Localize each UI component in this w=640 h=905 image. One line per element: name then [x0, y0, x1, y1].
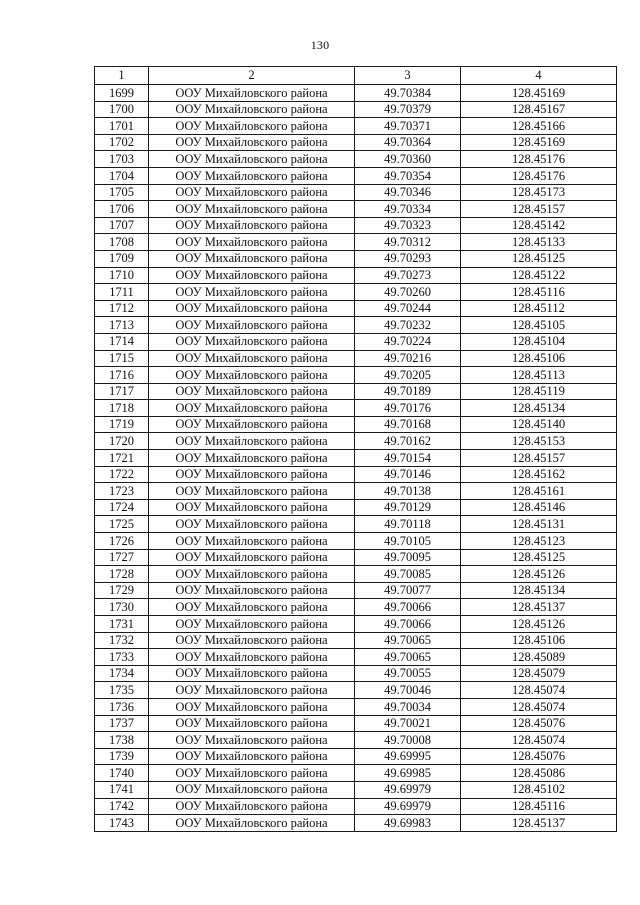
cell-number: 1711 — [95, 284, 149, 301]
table-header — [95, 67, 617, 85]
cell-longitude: 128.45169 — [461, 134, 617, 151]
cell-latitude: 49.70364 — [355, 134, 461, 151]
cell-longitude: 128.45157 — [461, 450, 617, 467]
cell-name: ООУ Михайловского района — [149, 367, 355, 384]
table-row — [95, 433, 617, 450]
cell-name: ООУ Михайловского района — [149, 400, 355, 417]
table-row — [95, 549, 617, 566]
cell-name: ООУ Михайловского района — [149, 284, 355, 301]
table-row — [95, 350, 617, 367]
cell-number: 1743 — [95, 815, 149, 832]
cell-number: 1708 — [95, 234, 149, 251]
cell-name: ООУ Михайловского района — [149, 566, 355, 583]
cell-name: ООУ Михайловского района — [149, 234, 355, 251]
cell-name: ООУ Михайловского района — [149, 632, 355, 649]
cell-longitude: 128.45146 — [461, 499, 617, 516]
table-row — [95, 234, 617, 251]
cell-number: 1740 — [95, 765, 149, 782]
cell-longitude: 128.45176 — [461, 167, 617, 184]
cell-number: 1713 — [95, 317, 149, 334]
cell-longitude: 128.45137 — [461, 599, 617, 616]
cell-name: ООУ Михайловского района — [149, 483, 355, 500]
table-row — [95, 765, 617, 782]
cell-number: 1723 — [95, 483, 149, 500]
cell-number: 1716 — [95, 367, 149, 384]
cell-name: ООУ Михайловского района — [149, 798, 355, 815]
cell-latitude: 49.70323 — [355, 217, 461, 234]
cell-number: 1715 — [95, 350, 149, 367]
cell-name: ООУ Михайловского района — [149, 317, 355, 334]
cell-number: 1729 — [95, 582, 149, 599]
cell-latitude: 49.70384 — [355, 85, 461, 102]
cell-number: 1714 — [95, 333, 149, 350]
table-body — [95, 85, 617, 832]
cell-number: 1722 — [95, 466, 149, 483]
cell-name: ООУ Михайловского района — [149, 582, 355, 599]
cell-name: ООУ Михайловского района — [149, 466, 355, 483]
cell-longitude: 128.45126 — [461, 566, 617, 583]
cell-number: 1731 — [95, 616, 149, 633]
cell-name: ООУ Михайловского района — [149, 118, 355, 135]
table-row — [95, 798, 617, 815]
cell-latitude: 49.70176 — [355, 400, 461, 417]
cell-longitude: 128.45125 — [461, 549, 617, 566]
cell-name: ООУ Михайловского района — [149, 134, 355, 151]
cell-name: ООУ Михайловского района — [149, 433, 355, 450]
cell-name: ООУ Михайловского района — [149, 649, 355, 666]
table-row — [95, 317, 617, 334]
table-row — [95, 400, 617, 417]
cell-latitude: 49.69995 — [355, 748, 461, 765]
header-row — [95, 67, 617, 85]
cell-latitude: 49.70334 — [355, 201, 461, 218]
cell-longitude: 128.45126 — [461, 616, 617, 633]
cell-latitude: 49.70205 — [355, 367, 461, 384]
cell-latitude: 49.70346 — [355, 184, 461, 201]
cell-latitude: 49.69979 — [355, 798, 461, 815]
page-number: 130 — [310, 38, 330, 52]
cell-name: ООУ Михайловского района — [149, 616, 355, 633]
table-row — [95, 450, 617, 467]
table-row — [95, 566, 617, 583]
cell-name: ООУ Михайловского района — [149, 85, 355, 102]
cell-longitude: 128.45089 — [461, 649, 617, 666]
cell-latitude: 49.70293 — [355, 250, 461, 267]
cell-latitude: 49.70055 — [355, 665, 461, 682]
cell-latitude: 49.70260 — [355, 284, 461, 301]
cell-longitude: 128.45076 — [461, 715, 617, 732]
cell-name: ООУ Михайловского района — [149, 416, 355, 433]
cell-number: 1730 — [95, 599, 149, 616]
cell-latitude: 49.70189 — [355, 383, 461, 400]
cell-latitude: 49.70034 — [355, 698, 461, 715]
cell-latitude: 49.70118 — [355, 516, 461, 533]
cell-number: 1700 — [95, 101, 149, 118]
cell-name: ООУ Михайловского района — [149, 151, 355, 168]
cell-latitude: 49.70232 — [355, 317, 461, 334]
cell-latitude: 49.70273 — [355, 267, 461, 284]
table-row — [95, 632, 617, 649]
column-header-number: 1 — [95, 67, 149, 85]
cell-name: ООУ Михайловского района — [149, 533, 355, 550]
cell-latitude: 49.70021 — [355, 715, 461, 732]
table-row — [95, 250, 617, 267]
cell-latitude: 49.70354 — [355, 167, 461, 184]
cell-latitude: 49.70129 — [355, 499, 461, 516]
cell-longitude: 128.45123 — [461, 533, 617, 550]
cell-number: 1734 — [95, 665, 149, 682]
cell-number: 1712 — [95, 300, 149, 317]
cell-number: 1704 — [95, 167, 149, 184]
cell-longitude: 128.45102 — [461, 781, 617, 798]
cell-name: ООУ Михайловского района — [149, 167, 355, 184]
cell-number: 1717 — [95, 383, 149, 400]
cell-longitude: 128.45176 — [461, 151, 617, 168]
cell-latitude: 49.70154 — [355, 450, 461, 467]
cell-latitude: 49.70146 — [355, 466, 461, 483]
cell-longitude: 128.45116 — [461, 284, 617, 301]
column-header-name: 2 — [149, 67, 355, 85]
cell-name: ООУ Михайловского района — [149, 781, 355, 798]
cell-name: ООУ Михайловского района — [149, 748, 355, 765]
cell-number: 1725 — [95, 516, 149, 533]
cell-name: ООУ Михайловского района — [149, 815, 355, 832]
cell-latitude: 49.70244 — [355, 300, 461, 317]
table-row — [95, 582, 617, 599]
cell-name: ООУ Михайловского района — [149, 732, 355, 749]
cell-longitude: 128.45161 — [461, 483, 617, 500]
cell-number: 1736 — [95, 698, 149, 715]
cell-name: ООУ Михайловского района — [149, 682, 355, 699]
cell-number: 1737 — [95, 715, 149, 732]
table-row — [95, 649, 617, 666]
cell-number: 1724 — [95, 499, 149, 516]
cell-longitude: 128.45122 — [461, 267, 617, 284]
cell-longitude: 128.45116 — [461, 798, 617, 815]
cell-number: 1710 — [95, 267, 149, 284]
cell-name: ООУ Михайловского района — [149, 516, 355, 533]
coordinates-table — [94, 66, 617, 832]
cell-longitude: 128.45162 — [461, 466, 617, 483]
cell-name: ООУ Михайловского района — [149, 333, 355, 350]
cell-latitude: 49.70065 — [355, 649, 461, 666]
table-row — [95, 499, 617, 516]
table-row — [95, 616, 617, 633]
table-row — [95, 184, 617, 201]
cell-name: ООУ Михайловского района — [149, 765, 355, 782]
cell-longitude: 128.45113 — [461, 367, 617, 384]
table-row — [95, 333, 617, 350]
cell-longitude: 128.45137 — [461, 815, 617, 832]
cell-latitude: 49.70312 — [355, 234, 461, 251]
cell-latitude: 49.70216 — [355, 350, 461, 367]
cell-latitude: 49.69983 — [355, 815, 461, 832]
cell-name: ООУ Михайловского района — [149, 217, 355, 234]
table-row — [95, 383, 617, 400]
cell-longitude: 128.45133 — [461, 234, 617, 251]
cell-longitude: 128.45119 — [461, 383, 617, 400]
cell-latitude: 49.70046 — [355, 682, 461, 699]
cell-number: 1703 — [95, 151, 149, 168]
cell-latitude: 49.69985 — [355, 765, 461, 782]
cell-number: 1733 — [95, 649, 149, 666]
table-row — [95, 483, 617, 500]
table-row — [95, 715, 617, 732]
cell-number: 1720 — [95, 433, 149, 450]
cell-latitude: 49.70008 — [355, 732, 461, 749]
cell-number: 1735 — [95, 682, 149, 699]
column-header-latitude: 3 — [355, 67, 461, 85]
cell-latitude: 49.70095 — [355, 549, 461, 566]
cell-longitude: 128.45106 — [461, 350, 617, 367]
cell-name: ООУ Михайловского района — [149, 450, 355, 467]
table-row — [95, 815, 617, 832]
cell-longitude: 128.45153 — [461, 433, 617, 450]
table-row — [95, 781, 617, 798]
cell-name: ООУ Михайловского района — [149, 383, 355, 400]
cell-latitude: 49.70138 — [355, 483, 461, 500]
table-row — [95, 167, 617, 184]
cell-latitude: 49.70224 — [355, 333, 461, 350]
column-header-longitude: 4 — [461, 67, 617, 85]
cell-name: ООУ Михайловского района — [149, 599, 355, 616]
cell-longitude: 128.45079 — [461, 665, 617, 682]
table-row — [95, 367, 617, 384]
table-row — [95, 698, 617, 715]
cell-name: ООУ Михайловского района — [149, 250, 355, 267]
cell-number: 1742 — [95, 798, 149, 815]
cell-number: 1706 — [95, 201, 149, 218]
cell-name: ООУ Михайловского района — [149, 300, 355, 317]
cell-longitude: 128.45105 — [461, 317, 617, 334]
cell-number: 1727 — [95, 549, 149, 566]
table-row — [95, 201, 617, 218]
table-row — [95, 284, 617, 301]
cell-longitude: 128.45134 — [461, 400, 617, 417]
cell-name: ООУ Михайловского района — [149, 549, 355, 566]
cell-name: ООУ Михайловского района — [149, 201, 355, 218]
cell-latitude: 49.70360 — [355, 151, 461, 168]
cell-longitude: 128.45134 — [461, 582, 617, 599]
cell-number: 1702 — [95, 134, 149, 151]
cell-latitude: 49.69979 — [355, 781, 461, 798]
cell-latitude: 49.70168 — [355, 416, 461, 433]
table-row — [95, 267, 617, 284]
cell-number: 1707 — [95, 217, 149, 234]
cell-longitude: 128.45086 — [461, 765, 617, 782]
table-row — [95, 101, 617, 118]
cell-longitude: 128.45173 — [461, 184, 617, 201]
cell-latitude: 49.70371 — [355, 118, 461, 135]
table-row — [95, 599, 617, 616]
cell-number: 1726 — [95, 533, 149, 550]
cell-longitude: 128.45125 — [461, 250, 617, 267]
cell-longitude: 128.45131 — [461, 516, 617, 533]
table-row — [95, 516, 617, 533]
cell-longitude: 128.45074 — [461, 698, 617, 715]
cell-longitude: 128.45157 — [461, 201, 617, 218]
cell-number: 1718 — [95, 400, 149, 417]
table-row — [95, 134, 617, 151]
cell-number: 1701 — [95, 118, 149, 135]
cell-number: 1738 — [95, 732, 149, 749]
table-row — [95, 466, 617, 483]
cell-longitude: 128.45104 — [461, 333, 617, 350]
cell-latitude: 49.70105 — [355, 533, 461, 550]
cell-name: ООУ Михайловского района — [149, 101, 355, 118]
cell-longitude: 128.45074 — [461, 732, 617, 749]
cell-longitude: 128.45074 — [461, 682, 617, 699]
cell-longitude: 128.45169 — [461, 85, 617, 102]
table-row — [95, 682, 617, 699]
cell-latitude: 49.70077 — [355, 582, 461, 599]
cell-number: 1728 — [95, 566, 149, 583]
table-row — [95, 533, 617, 550]
table-row — [95, 151, 617, 168]
cell-longitude: 128.45167 — [461, 101, 617, 118]
table-row — [95, 665, 617, 682]
table-row — [95, 118, 617, 135]
cell-number: 1721 — [95, 450, 149, 467]
cell-name: ООУ Михайловского района — [149, 698, 355, 715]
cell-name: ООУ Михайловского района — [149, 267, 355, 284]
cell-number: 1741 — [95, 781, 149, 798]
table-row — [95, 416, 617, 433]
cell-longitude: 128.45076 — [461, 748, 617, 765]
cell-name: ООУ Михайловского района — [149, 499, 355, 516]
cell-name: ООУ Михайловского района — [149, 184, 355, 201]
cell-longitude: 128.45166 — [461, 118, 617, 135]
table-row — [95, 300, 617, 317]
cell-number: 1732 — [95, 632, 149, 649]
table-row — [95, 217, 617, 234]
cell-number: 1739 — [95, 748, 149, 765]
cell-number: 1705 — [95, 184, 149, 201]
cell-name: ООУ Михайловского района — [149, 350, 355, 367]
cell-longitude: 128.45142 — [461, 217, 617, 234]
cell-latitude: 49.70065 — [355, 632, 461, 649]
cell-name: ООУ Михайловского района — [149, 715, 355, 732]
table-row — [95, 85, 617, 102]
table-row — [95, 732, 617, 749]
cell-latitude: 49.70085 — [355, 566, 461, 583]
cell-latitude: 49.70162 — [355, 433, 461, 450]
cell-number: 1699 — [95, 85, 149, 102]
cell-number: 1709 — [95, 250, 149, 267]
cell-longitude: 128.45140 — [461, 416, 617, 433]
cell-latitude: 49.70066 — [355, 616, 461, 633]
cell-number: 1719 — [95, 416, 149, 433]
cell-longitude: 128.45112 — [461, 300, 617, 317]
cell-latitude: 49.70066 — [355, 599, 461, 616]
cell-name: ООУ Михайловского района — [149, 665, 355, 682]
cell-latitude: 49.70379 — [355, 101, 461, 118]
cell-longitude: 128.45106 — [461, 632, 617, 649]
table-row — [95, 748, 617, 765]
